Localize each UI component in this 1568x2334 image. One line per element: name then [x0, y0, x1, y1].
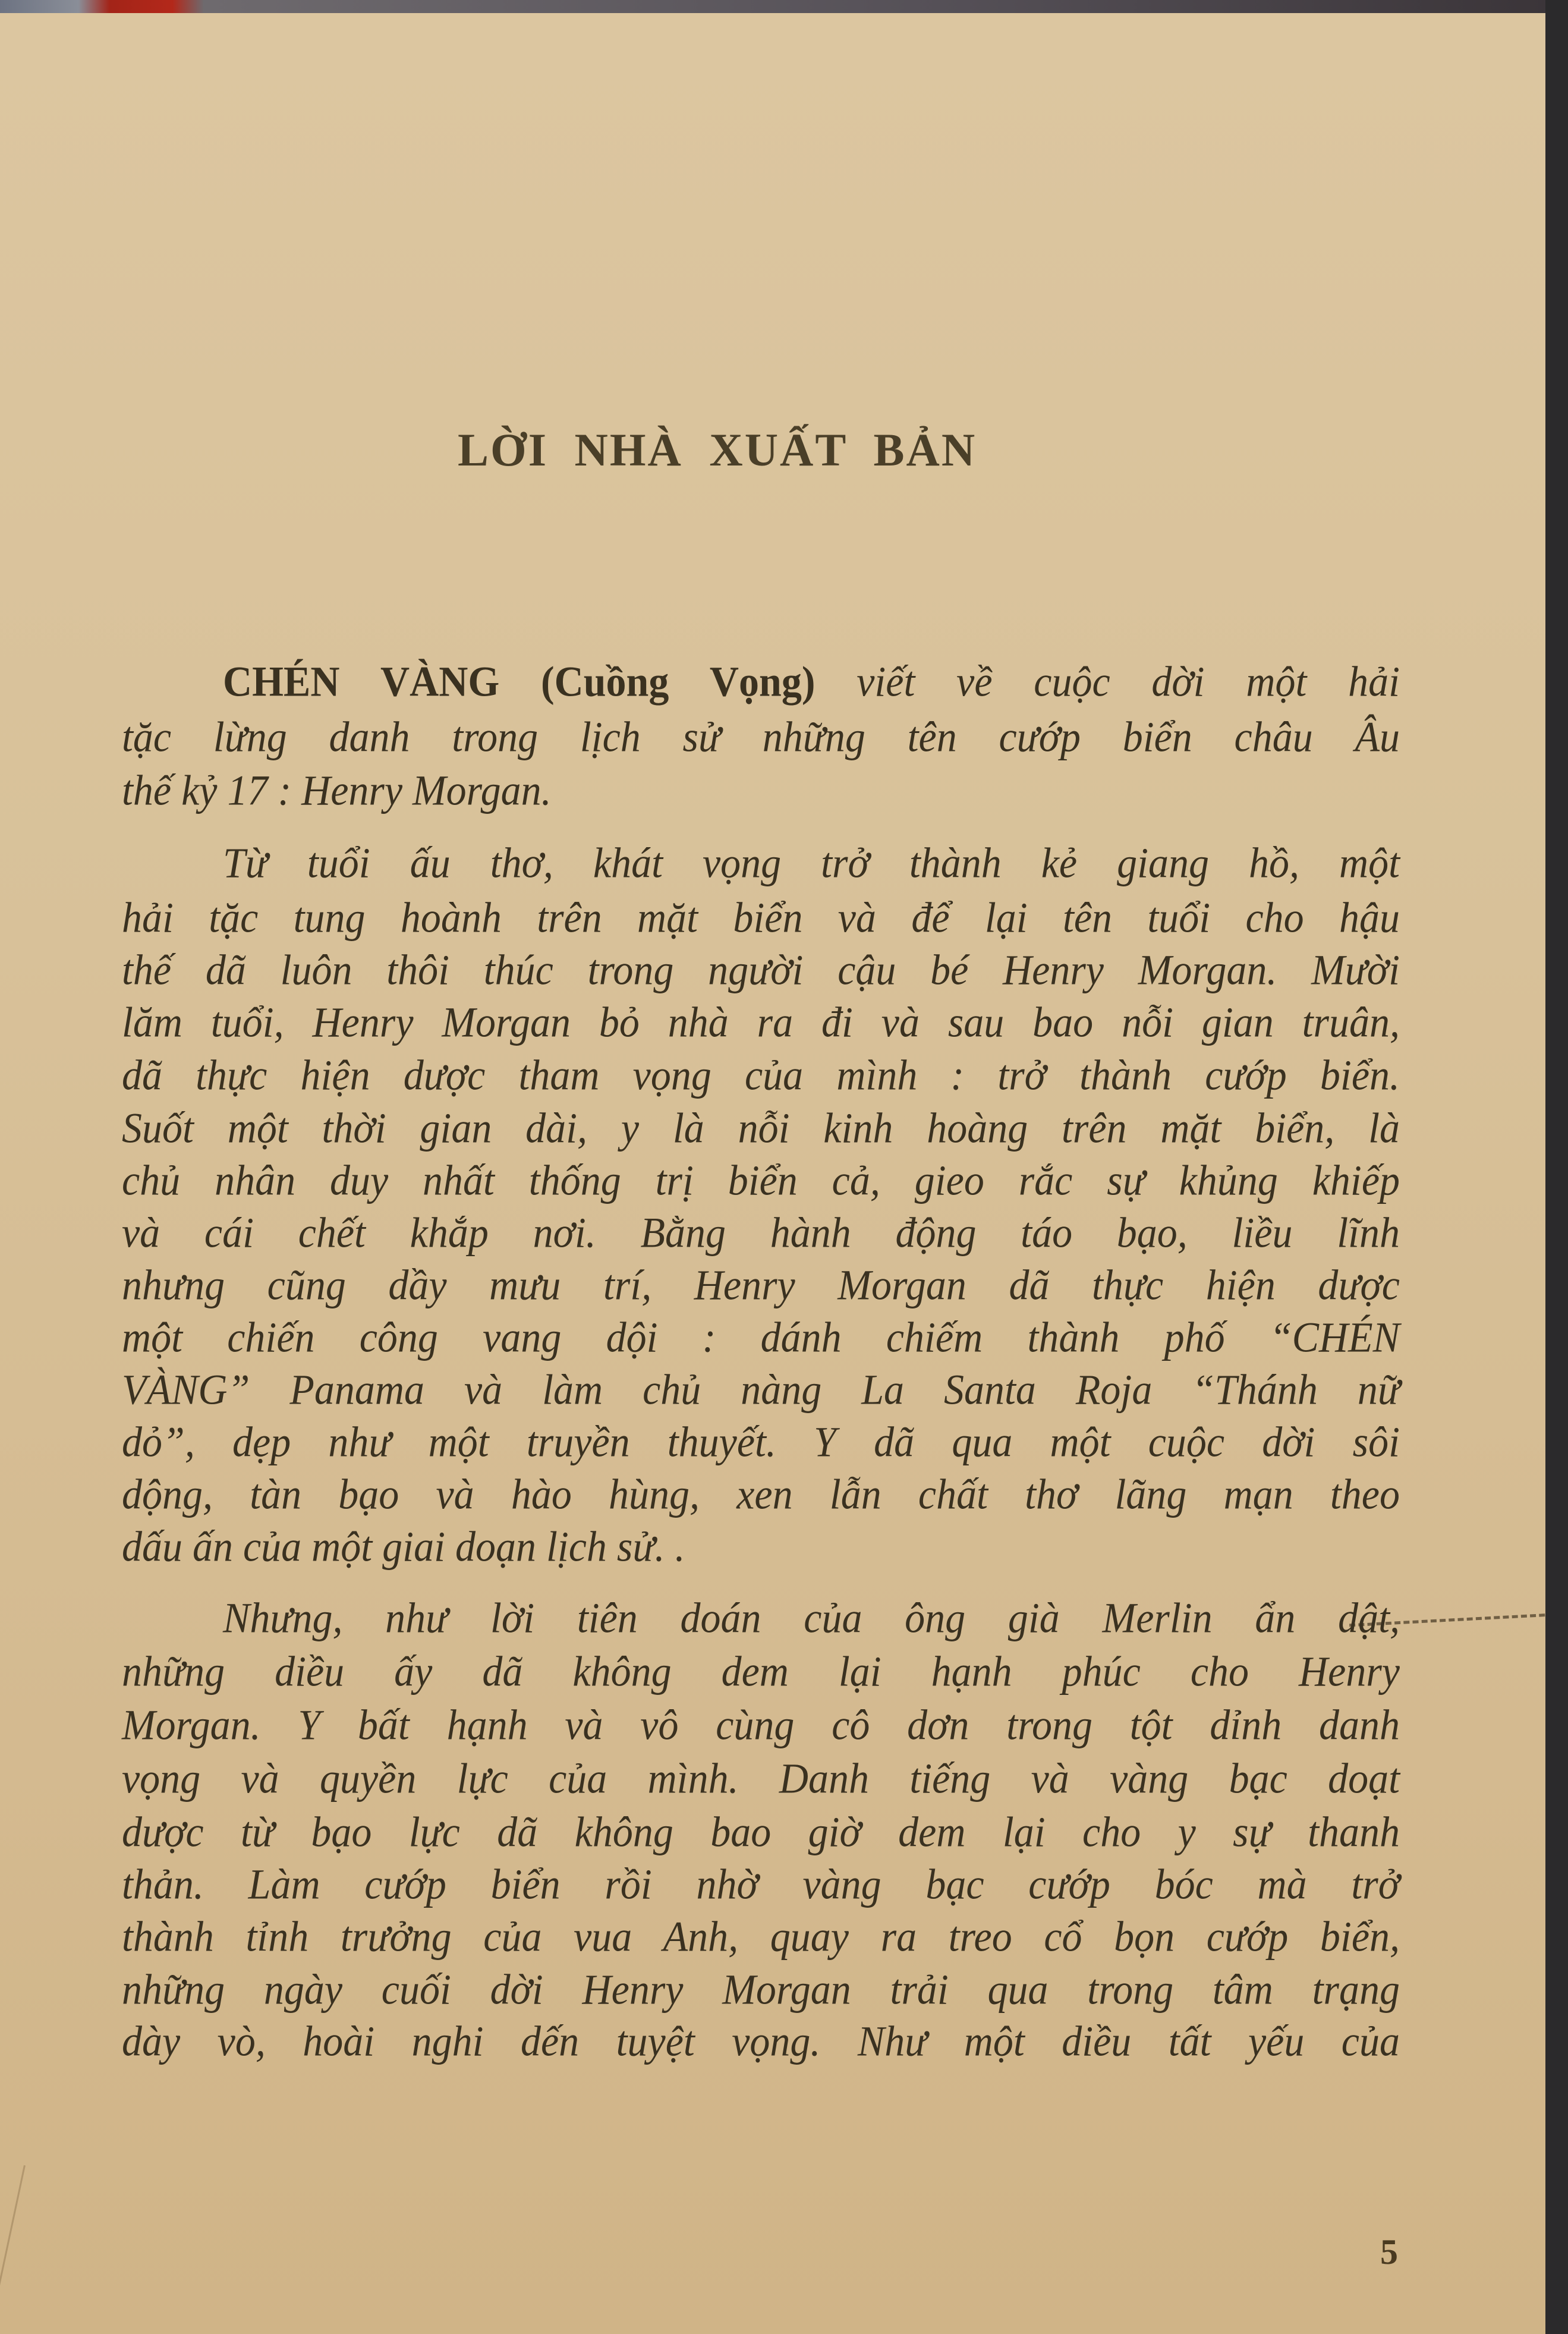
paragraph-3-line-1: Nhưng, như lời tiên doán của ông già Merlin ẩn dật, — [223, 1593, 1400, 1642]
paragraph-2-line-1: Từ tuổi ấu thơ, khát vọng trở thành kẻ giang hồ, một — [223, 838, 1400, 887]
text-line: Suốt một thời gian dài, y là nỗi kinh hoàng trên mặt biển, là — [122, 1103, 1400, 1152]
page-title: LỜI NHÀ XUẤT BẢN — [458, 424, 977, 476]
text-line: VÀNG” Panama và làm chủ nàng La Santa Roja “Thánh nữ — [122, 1365, 1400, 1414]
text-line: thản. Làm cướp biển rồi nhờ vàng bạc cướp bóc mà trở — [122, 1860, 1400, 1908]
text-line: những diều ấy dã không dem lại hạnh phúc cho Henry — [122, 1647, 1400, 1696]
paragraph-1-line-1: CHÉN VÀNG (Cuồng Vọng) viết về cuộc dời một hải — [223, 657, 1400, 706]
photo-background-right — [1545, 0, 1568, 2334]
text-line: thế dã luôn thôi thúc trong người cậu bé Henry Morgan. Mười — [122, 945, 1400, 994]
text-line: hải tặc tung hoành trên mặt biển và để lại tên tuổi cho hậu — [122, 893, 1400, 942]
text-line: dược từ bạo lực dã không bao giờ dem lại cho y sự thanh — [122, 1807, 1400, 1856]
text-line: vọng và quyền lực của mình. Danh tiếng và vàng bạc doạt — [122, 1754, 1400, 1803]
page-number: 5 — [1380, 2232, 1398, 2272]
text-line: một chiến công vang dội : dánh chiếm thành phố “CHÉN — [122, 1313, 1400, 1361]
text-line: dộng, tàn bạo và hào hùng, xen lẫn chất thơ lãng mạn theo — [122, 1470, 1400, 1518]
text-line: dày vò, hoài nghi dến tuyệt vọng. Như một diều tất yếu của — [122, 2017, 1400, 2065]
book-page — [0, 13, 1545, 2334]
text-line: lăm tuổi, Henry Morgan bỏ nhà ra đi và sau bao nỗi gian truân, — [122, 998, 1400, 1046]
text-line: dỏ”, dẹp như một truyền thuyết. Y dã qua một cuộc dời sôi — [122, 1417, 1400, 1466]
text-line: dã thực hiện dược tham vọng của mình : trở thành cướp biển. — [122, 1050, 1400, 1099]
page-crease — [0, 2165, 26, 2334]
text-line: dấu ấn của một giai doạn lịch sử. . — [122, 1522, 685, 1571]
text-line: thế kỷ 17 : Henry Morgan. — [122, 766, 552, 814]
text-line: Morgan. Y bất hạnh và vô cùng cô dơn trong tột dỉnh danh — [122, 1700, 1400, 1749]
text-line: những ngày cuối dời Henry Morgan trải qua trong tâm trạng — [122, 1965, 1400, 2014]
text-line: nhưng cũng dầy mưu trí, Henry Morgan dã thực hiện dược — [122, 1260, 1400, 1309]
text-line: thành tỉnh trưởng của vua Anh, quay ra treo cổ bọn cướp biển, — [122, 1912, 1400, 1961]
text-line: và cái chết khắp nơi. Bằng hành động táo bạo, liều lĩnh — [122, 1208, 1400, 1257]
text-line: chủ nhân duy nhất thống trị biển cả, gieo rắc sự khủng khiếp — [122, 1156, 1400, 1204]
book-title-lead: CHÉN VÀNG (Cuồng Vọng) — [223, 657, 816, 706]
text-line: tặc lừng danh trong lịch sử những tên cướp biển châu Âu — [122, 712, 1400, 761]
